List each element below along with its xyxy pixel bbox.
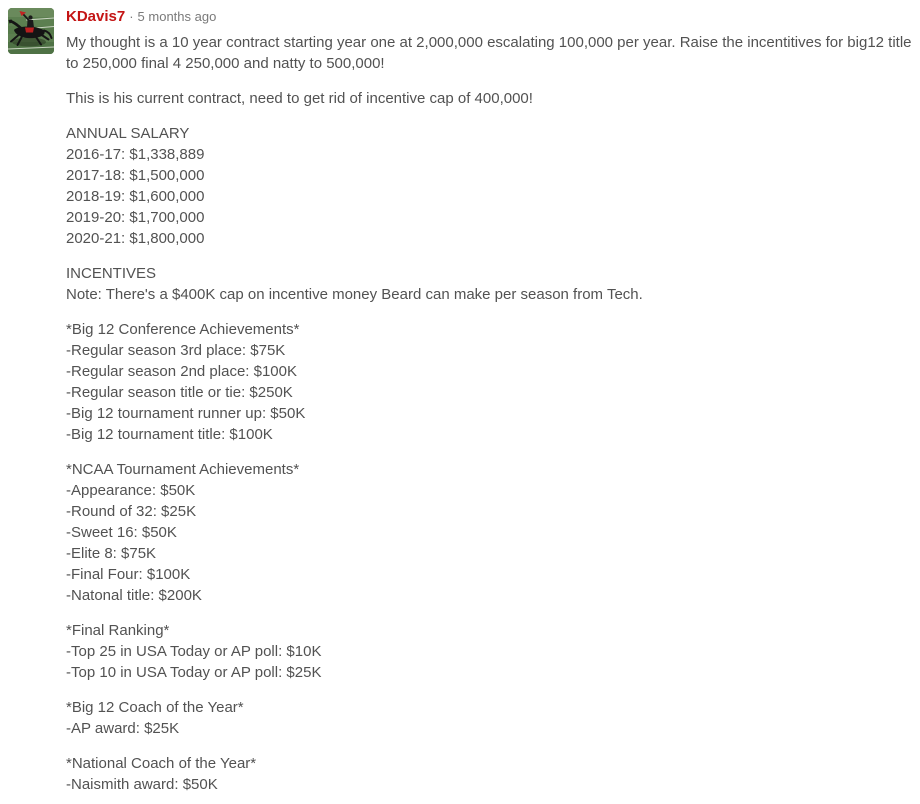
salary-heading: ANNUAL SALARY bbox=[66, 125, 190, 142]
salary-line: 2019-20: $1,700,000 bbox=[66, 209, 205, 226]
masked-rider-icon bbox=[8, 8, 54, 54]
salary-line: 2016-17: $1,338,889 bbox=[66, 146, 205, 163]
salary-line: 2017-18: $1,500,000 bbox=[66, 167, 205, 184]
paragraph-final-ranking bbox=[66, 620, 912, 683]
incentive-line: -Naismith award: $50K bbox=[66, 776, 218, 793]
incentive-line: -AP award: $25K bbox=[66, 720, 180, 737]
section-heading: *NCAA Tournament Achievements* bbox=[66, 461, 300, 478]
section-heading: *Big 12 Conference Achievements* bbox=[66, 321, 300, 338]
incentive-line: -Natonal title: $200K bbox=[66, 587, 202, 604]
paragraph-incentives-note bbox=[66, 263, 912, 305]
body-text: This is his current contract, need to get rid of incentive cap of 400,000! bbox=[66, 90, 533, 107]
paragraph-big12-coty bbox=[66, 697, 912, 739]
incentives-note: Note: There's a $400K cap on incentive money Beard can make per season from Tech. bbox=[66, 286, 643, 303]
body-text: My thought is a 10 year contract starting year one at 2,000,000 escalating 100,000 per year. Raise the incentitives for big12 title to 250,000 final 4 250,000 and natty to 500,000! bbox=[66, 34, 912, 72]
avatar[interactable] bbox=[8, 8, 54, 54]
incentive-line: -Big 12 tournament runner up: $50K bbox=[66, 405, 306, 422]
incentives-heading: INCENTIVES bbox=[66, 265, 157, 282]
section-heading: *Final Ranking* bbox=[66, 622, 170, 639]
incentive-line: -Final Four: $100K bbox=[66, 566, 191, 583]
salary-line: 2020-21: $1,800,000 bbox=[66, 230, 205, 247]
paragraph-national-coty bbox=[66, 753, 912, 795]
paragraph-annual-salary bbox=[66, 123, 912, 249]
timestamp-link[interactable]: 5 months ago bbox=[137, 9, 217, 24]
salary-line: 2018-19: $1,600,000 bbox=[66, 188, 205, 205]
comment-body bbox=[66, 32, 912, 795]
incentive-line: -Regular season 2nd place: $100K bbox=[66, 363, 297, 380]
paragraph-big12-achievements bbox=[66, 319, 912, 445]
incentive-line: -Sweet 16: $50K bbox=[66, 524, 177, 541]
incentive-line: -Top 10 in USA Today or AP poll: $25K bbox=[66, 664, 322, 681]
incentive-line: -Regular season title or tie: $250K bbox=[66, 384, 293, 401]
comment-content bbox=[66, 0, 912, 795]
section-heading: *Big 12 Coach of the Year* bbox=[66, 699, 244, 716]
paragraph-ncaa-achievements bbox=[66, 459, 912, 606]
section-heading: *National Coach of the Year* bbox=[66, 755, 257, 772]
incentive-line: -Top 25 in USA Today or AP poll: $10K bbox=[66, 643, 322, 660]
incentive-line: -Big 12 tournament title: $100K bbox=[66, 426, 273, 443]
incentive-line: -Appearance: $50K bbox=[66, 482, 196, 499]
incentive-line: -Regular season 3rd place: $75K bbox=[66, 342, 286, 359]
paragraph-intro bbox=[66, 32, 912, 74]
incentive-line: -Round of 32: $25K bbox=[66, 503, 197, 520]
incentive-line: -Elite 8: $75K bbox=[66, 545, 157, 562]
paragraph-current-contract bbox=[66, 88, 912, 109]
author-link[interactable]: KDavis7 bbox=[66, 8, 126, 25]
comment-header bbox=[66, 8, 912, 26]
separator-dot: · bbox=[129, 9, 134, 24]
